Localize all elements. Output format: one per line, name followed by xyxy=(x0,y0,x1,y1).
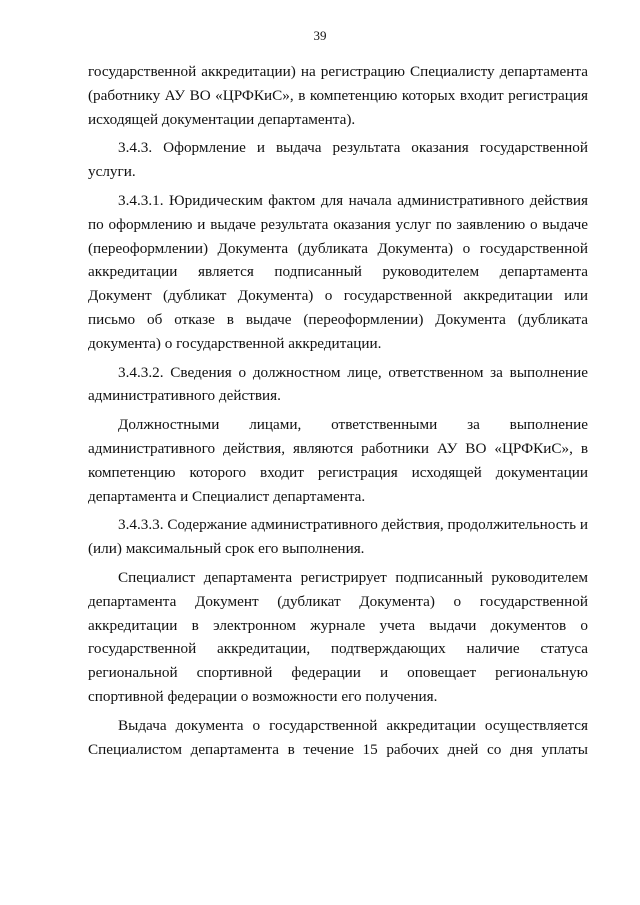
paragraph-section-3-4-3-1: 3.4.3.1. Юридическим фактом для начала административного действия по оформлению и выдаче результата оказания услуг по заявлению о выдаче (переоформлении) Документа (дубликата Документа) о государственной аккредитации является подписанный руководителем департамента Документ (дубликат Документа) о государственной аккредитации или письмо об отказе в выдаче (переоформлении) Документа (дубликата документа) о государственной аккредитации. xyxy=(88,191,588,352)
document-body xyxy=(88,60,588,766)
paragraph-document-issuance: Выдача документа о государственной аккредитации осуществляется Специалистом департамента в течение 15 рабочих дней со дня уплаты xyxy=(88,716,588,758)
page-number: 39 xyxy=(313,28,327,43)
paragraph-continuation: государственной аккредитации) на регистрацию Специалисту департамента (работнику АУ ВО «ЦРФКиС», в компетенцию которых входит регистрация исходящей документации департамента). xyxy=(88,63,588,128)
paragraph-responsible-officials: Должностными лицами, ответственными за выполнение административного действия, являются работники АУ ВО «ЦРФКиС», в компетенцию которого входит регистрация исходящей документации департамента и Специалист департамента. xyxy=(88,416,588,505)
paragraph-section-3-4-3-2: 3.4.3.2. Сведения о должностном лице, ответственном за выполнение административного действия. xyxy=(88,363,588,405)
paragraph-specialist-registers: Специалист департамента регистрирует подписанный руководителем департамента Документ (дубликат Документа) о государственной аккредитации в электронном журнале учета выдачи документов о государственной аккредитации, подтверждающих наличие статуса региональной спортивной федерации и оповещает региональную спортивной федерации о возможности его получения. xyxy=(88,568,588,705)
paragraph-section-3-4-3: 3.4.3. Оформление и выдача результата оказания государственной услуги. xyxy=(88,139,588,181)
paragraph-section-3-4-3-3: 3.4.3.3. Содержание административного действия, продолжительность и (или) максимальный срок его выполнения. xyxy=(88,516,588,558)
